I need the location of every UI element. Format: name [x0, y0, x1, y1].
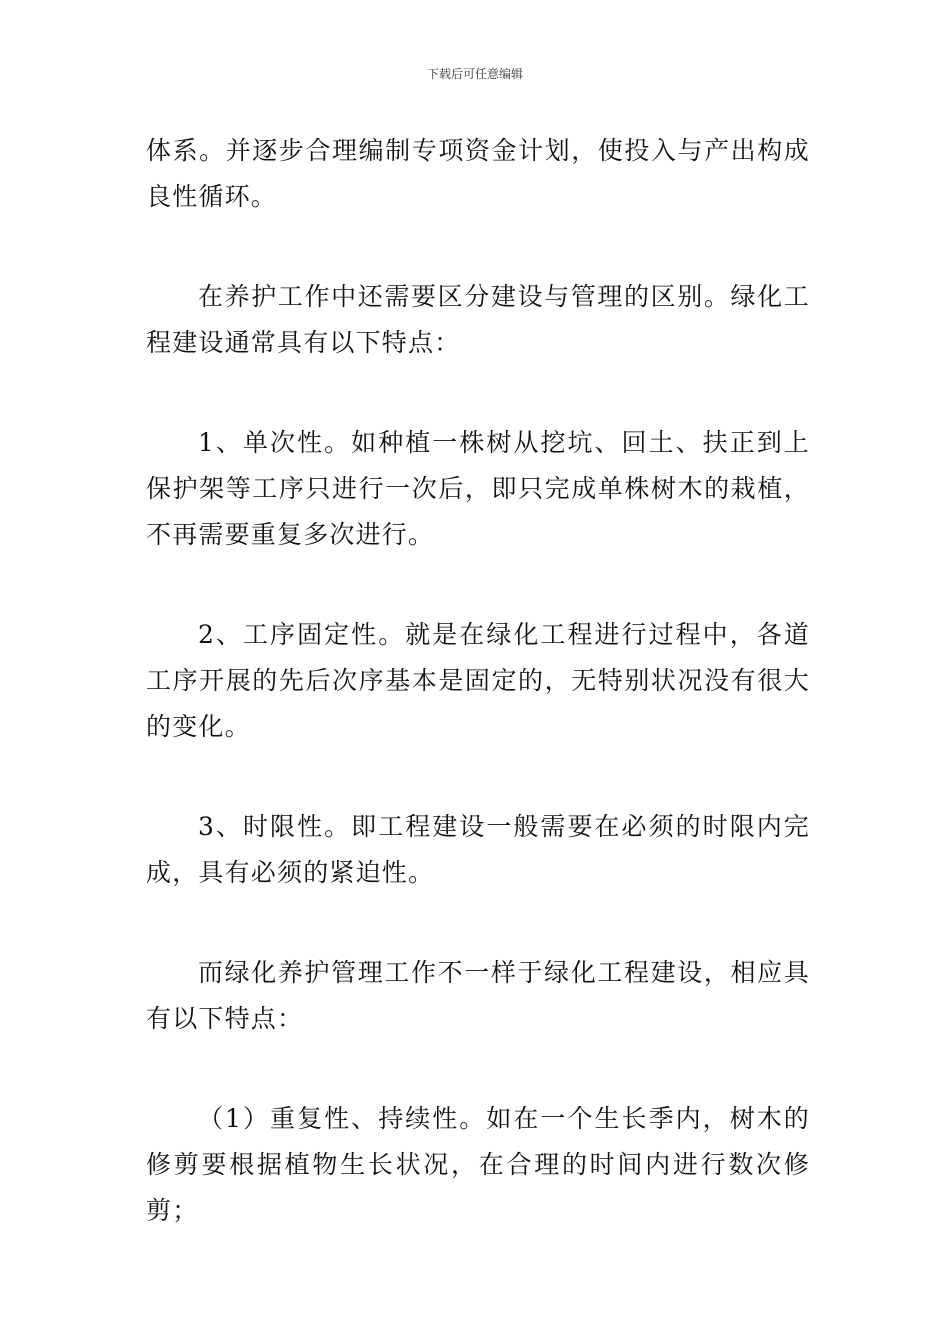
paragraph-1: 体系。并逐步合理编制专项资金计划，使投入与产出构成良性循环。 [146, 136, 810, 211]
paragraph-5: 3、时限性。即工程建设一般需要在必须的时限内完成，具有必须的紧迫性。 [146, 812, 810, 887]
paragraph-6: 而绿化养护管理工作不一样于绿化工程建设，相应具有以下特点： [146, 958, 810, 1033]
page-header: 下载后可任意编辑 [426, 67, 523, 81]
paragraph-2: 在养护工作中还需要区分建设与管理的区别。绿化工程建设通常具有以下特点： [146, 282, 810, 357]
paragraph-4: 2、工序固定性。就是在绿化工程进行过程中，各道工序开展的先后次序基本是固定的，无特别状况没有很大的变化。 [146, 620, 810, 741]
document-body [146, 128, 810, 1234]
paragraph-7: （1）重复性、持续性。如在一个生长季内，树木的修剪要根据植物生长状况，在合理的时间内进行数次修剪； [146, 1104, 810, 1225]
paragraph-3: 1、单次性。如种植一株树从挖坑、回土、扶正到上保护架等工序只进行一次后，即只完成单株树木的栽植，不再需要重复多次进行。 [146, 428, 810, 549]
